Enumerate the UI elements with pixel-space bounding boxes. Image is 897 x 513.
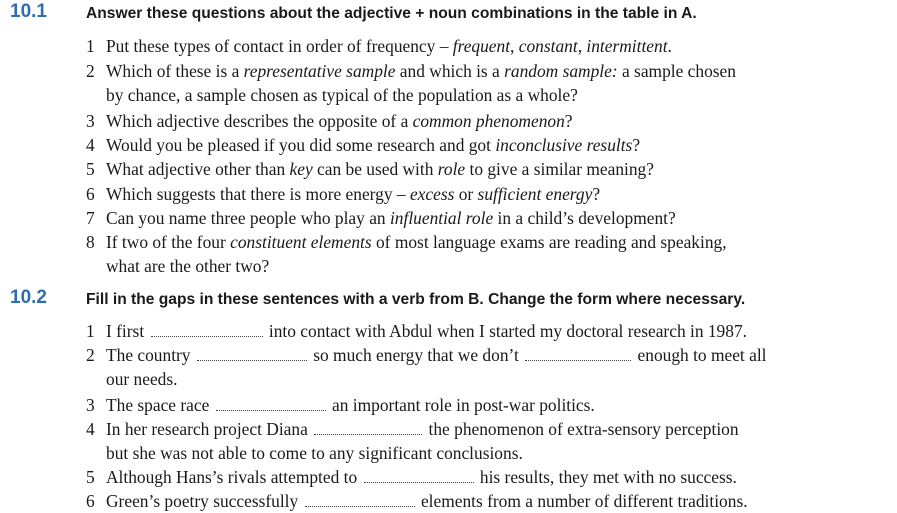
question-term: representative sample [243,61,396,81]
question-text: What adjective other than [106,159,290,179]
sentence-text: the phenomenon of extra-sensory perception [428,419,739,439]
question-term: excess [409,184,455,204]
exercise-number-10-1: 10.1 [10,1,47,22]
sentence-text: The country [106,345,191,365]
sentence-text: enough to meet all [637,345,767,365]
question-number: 6 [86,184,95,204]
question-7 [86,207,676,229]
question-term: constituent elements [230,232,372,252]
question-term: constant [518,36,578,56]
question-text: , [577,36,587,56]
question-term: intermittent [586,36,668,56]
question-6 [86,183,600,205]
question-text: Can you name three people who play an [106,208,390,228]
question-number: 2 [86,61,95,81]
sentence-number: 1 [86,321,95,341]
sentence-4-continuation: but she was not able to come to any significant conclusions. [106,443,523,463]
sentence-number: 6 [86,491,95,511]
question-number: 7 [86,208,95,228]
question-term: random sample: [504,61,618,81]
question-4 [86,134,640,156]
exercise-instruction-10-1: Answer these questions about the adjective + noun combinations in the table in A. [86,5,697,22]
question-text: to give a similar meaning? [465,159,654,179]
answer-gap[interactable] [305,492,415,507]
sentence-text: his results, they met with no success. [479,467,737,487]
sentence-text: Although Hans’s rivals attempted to [106,467,358,487]
sentence-number: 2 [86,345,95,365]
question-text: Would you be pleased if you did some research and got [106,135,496,155]
sentence-text: The space race [106,395,210,415]
question-text: Which suggests that there is more energy – [106,184,410,204]
question-text: ? [564,111,573,131]
sentence-number: 3 [86,395,95,415]
question-text: and which is a [395,61,505,81]
question-number: 3 [86,111,95,131]
sentence-4 [86,418,739,440]
answer-gap[interactable] [525,346,631,361]
question-text: ? [592,184,601,204]
question-term: inconclusive results [495,135,633,155]
question-number: 8 [86,232,95,252]
question-text: can be used with [312,159,438,179]
sentence-1 [86,320,747,342]
exercise-number-10-2: 10.2 [10,287,47,308]
question-text: or [454,184,478,204]
question-text: If two of the four [106,232,231,252]
question-text: Which adjective describes the opposite of a [106,111,413,131]
question-term: sufficient energy [477,184,593,204]
sentence-text: I first [106,321,145,341]
question-text: of most language exams are reading and speaking, [371,232,727,252]
sentence-text: so much energy that we don’t [313,345,519,365]
sentence-2 [86,344,767,366]
question-text: Put these types of contact in order of frequency – [106,36,453,56]
question-number: 4 [86,135,95,155]
question-text: ? [632,135,641,155]
question-number: 1 [86,36,95,56]
sentence-text: an important role in post-war politics. [332,395,595,415]
sentence-text: Green’s poetry successfully [106,491,299,511]
question-term: role [437,159,466,179]
sentence-6 [86,490,748,512]
sentence-number: 5 [86,467,95,487]
question-text: . [667,36,672,56]
question-2-continuation: by chance, a sample chosen as typical of the population as a whole? [106,85,578,105]
answer-gap[interactable] [364,468,474,483]
sentence-text: elements from a number of different traditions. [420,491,748,511]
question-text: a sample chosen [617,61,736,81]
answer-gap[interactable] [216,396,326,411]
question-text: Which of these is a [106,61,244,81]
question-text: , [510,36,519,56]
question-number: 5 [86,159,95,179]
answer-gap[interactable] [197,346,307,361]
exercise-instruction-10-2: Fill in the gaps in these sentences with a verb from B. Change the form where necessary. [86,291,746,308]
sentence-3 [86,394,595,416]
question-3 [86,110,573,132]
question-term: frequent [452,36,511,56]
sentence-text: into contact with Abdul when I started my doctoral research in 1987. [268,321,747,341]
answer-gap[interactable] [151,322,263,337]
question-term: key [289,159,313,179]
question-2 [86,60,736,82]
question-term: common phenomenon [412,111,565,131]
question-term: influential role [389,208,494,228]
answer-gap[interactable] [314,420,422,435]
sentence-number: 4 [86,419,95,439]
question-8 [86,231,727,253]
question-1 [86,35,672,57]
sentence-5 [86,466,737,488]
question-5 [86,158,654,180]
question-8-continuation: what are the other two? [106,256,270,276]
sentence-text: In her research project Diana [106,419,308,439]
sentence-2-continuation: our needs. [106,369,178,389]
question-text: in a child’s development? [493,208,676,228]
